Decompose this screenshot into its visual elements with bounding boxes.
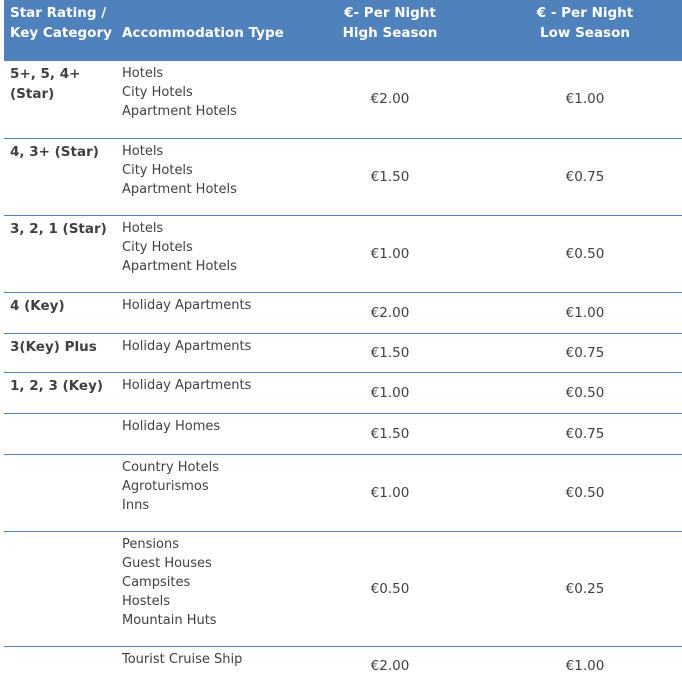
table-row: [4, 138, 682, 215]
accommodation-type: Pensions: [122, 536, 179, 552]
low-season-price: €1.00: [565, 658, 605, 675]
low-season-price: €0.50: [565, 245, 605, 262]
star-rating-cell: [4, 413, 116, 454]
low-season-price: €0.75: [565, 168, 605, 185]
high-season-price: €0.50: [370, 580, 410, 597]
low-season-price: €1.00: [565, 91, 605, 108]
star-rating-cell: 5+, 5, 4+ (Star): [10, 66, 81, 102]
accommodation-type: Apartment Hotels: [122, 181, 237, 197]
accommodation-type-cell: [116, 333, 292, 372]
accommodation-type: Tourist Cruise Ship: [122, 651, 243, 667]
accommodation-type-cell: [116, 531, 292, 646]
accommodation-type: City Hotels: [122, 239, 193, 255]
star-rating-cell: [4, 646, 116, 686]
accommodation-type-cell: [116, 646, 292, 686]
high-season-price: €2.00: [370, 304, 410, 321]
low-season-price: €0.75: [565, 344, 605, 361]
low-season-price: €0.50: [565, 484, 605, 501]
accommodation-type: Apartment Hotels: [122, 104, 237, 119]
header-accommodation-type: Accommodation Type: [122, 25, 284, 41]
accommodation-type: Hostels: [122, 593, 170, 609]
accommodation-type: Hotels: [122, 143, 164, 159]
accommodation-type: Agroturismos: [122, 478, 209, 494]
low-season-price: €1.00: [565, 304, 605, 321]
star-rating-cell: [4, 531, 116, 646]
table-row: [4, 413, 682, 454]
accommodation-type-cell: [116, 372, 292, 413]
accommodation-type: Holiday Apartments: [122, 338, 252, 354]
star-rating-cell: 4 (Key): [10, 297, 65, 314]
star-rating-cell: 1, 2, 3 (Key): [10, 377, 104, 394]
accommodation-type-cell: [116, 292, 292, 333]
low-season-price: €0.50: [565, 384, 605, 401]
star-rating-cell: 3, 2, 1 (Star): [10, 220, 107, 237]
table-row: [4, 215, 682, 292]
accommodation-type: Guest Houses: [122, 555, 212, 571]
accommodation-type-cell: [116, 454, 292, 531]
low-season-price: €0.25: [565, 580, 605, 597]
accommodation-type: City Hotels: [122, 85, 193, 100]
tax-rate-table: [4, 0, 682, 686]
table-row: [4, 292, 682, 333]
header-row: [4, 0, 682, 61]
high-season-price: €1.00: [370, 245, 410, 262]
high-season-price: €1.00: [370, 484, 410, 501]
accommodation-type: Holiday Apartments: [122, 377, 252, 393]
star-rating-cell: [4, 454, 116, 531]
accommodation-type: City Hotels: [122, 162, 193, 178]
low-season-price: €0.75: [565, 425, 605, 442]
header-high-season: €- Per Night High Season: [342, 5, 438, 41]
accommodation-type-cell: [116, 138, 292, 215]
high-season-price: €1.00: [370, 384, 410, 401]
table-row: [4, 333, 682, 372]
accommodation-type: Apartment Hotels: [122, 258, 237, 274]
high-season-price: €1.50: [370, 168, 410, 185]
star-rating-cell: 4, 3+ (Star): [10, 143, 99, 160]
table-row: [4, 454, 682, 531]
accommodation-type: Holiday Homes: [122, 418, 221, 434]
table-row: [4, 372, 682, 413]
accommodation-type-cell: [116, 413, 292, 454]
accommodation-type: Hotels: [122, 220, 164, 236]
accommodation-type-cell: [116, 215, 292, 292]
accommodation-type-cell: [116, 61, 292, 138]
accommodation-type: Inns: [122, 497, 150, 513]
accommodation-type: Mountain Huts: [122, 612, 217, 628]
header-low-season: € - Per Night Low Season: [536, 5, 634, 41]
table-row: [4, 646, 682, 686]
star-rating-cell: 3(Key) Plus: [10, 338, 97, 355]
high-season-price: €2.00: [370, 91, 410, 108]
accommodation-type: Country Hotels: [122, 459, 219, 475]
high-season-price: €1.50: [370, 425, 410, 442]
high-season-price: €2.00: [370, 658, 410, 675]
accommodation-type: Hotels: [122, 66, 164, 81]
table-row: [4, 61, 682, 138]
table-row: [4, 531, 682, 646]
accommodation-type: Campsites: [122, 574, 191, 590]
accommodation-type: Holiday Apartments: [122, 297, 252, 313]
header-star-rating: Star Rating / Key Category: [10, 5, 112, 41]
high-season-price: €1.50: [370, 344, 410, 361]
